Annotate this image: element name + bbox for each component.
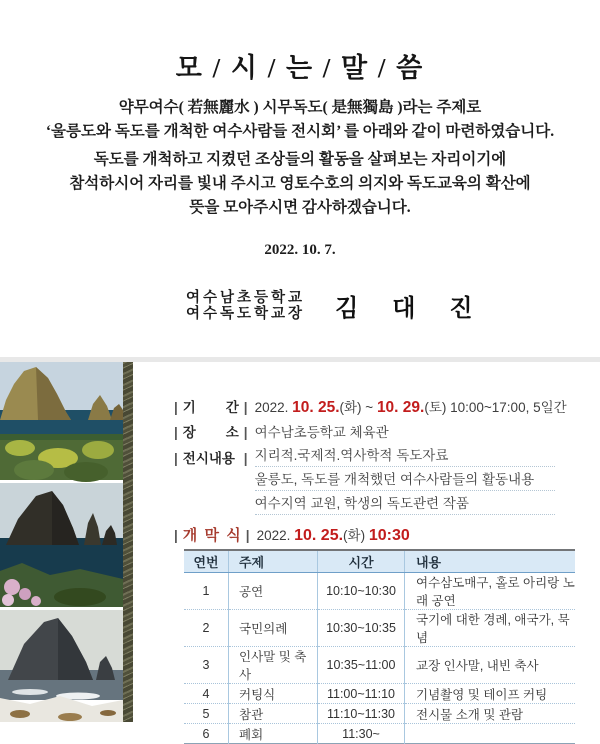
info-row-opening — [174, 524, 410, 545]
period-year: 2022. — [254, 400, 293, 415]
table-row — [184, 610, 575, 647]
label-bar: | — [243, 451, 248, 466]
opening-date: 10. 25. — [294, 527, 344, 544]
signature-org-line: 여수남초등학교 — [186, 289, 306, 306]
cell-number: 1 — [184, 573, 229, 610]
schedule-table — [184, 549, 575, 744]
place-value: 여수남초등학교 체육관 — [254, 425, 389, 440]
cell-desc: 교장 인사말, 내빈 축사 — [405, 647, 576, 684]
table-row — [184, 647, 575, 684]
event-date: 2022. 10. 7. — [264, 242, 336, 258]
opening-time: 10:30 — [368, 527, 410, 544]
cell-number: 4 — [184, 684, 229, 704]
cell-number: 3 — [184, 647, 229, 684]
body-paragraph — [0, 148, 600, 220]
intro-line: 약무여수( 若無麗水 ) 시무독도( 是無獨島 )라는 주제로 — [118, 99, 482, 116]
table-row — [184, 684, 575, 704]
info-row-place — [174, 421, 389, 441]
cell-time: 10:10~10:30 — [318, 573, 405, 610]
exhibit-line: 여수지역 교원, 학생의 독도관련 작품 — [255, 495, 555, 515]
cell-number: 2 — [184, 610, 229, 647]
dokdo-photo-2-art — [0, 483, 123, 607]
period-hours: (토) 10:00~17:00, 5일간 — [424, 400, 567, 415]
body-line: 참석하시어 자리를 빛내 주시고 영토수호의 의지와 독도교육의 확산에 — [69, 175, 531, 192]
info-row-exhibit — [174, 447, 555, 519]
label-bar: | — [174, 451, 178, 466]
opening-value — [257, 528, 410, 543]
intro-paragraph — [0, 96, 600, 144]
opening-label: 개 막 식 — [182, 527, 241, 544]
period-label: 기 간 — [182, 400, 239, 415]
cell-topic: 폐회 — [229, 724, 318, 744]
col-header-desc: 내용 — [405, 550, 576, 573]
cell-time: 10:30~10:35 — [318, 610, 405, 647]
cell-number: 6 — [202, 726, 210, 741]
col-header-number: 연번 — [184, 550, 229, 573]
cell-desc: 여수삼도매구, 홀로 아리랑 노래 공연 — [405, 573, 576, 610]
intro-line: ‘울릉도와 독도를 개척한 여수사람들 전시회’ 를 아래와 같이 마련하였습니다. — [45, 123, 555, 140]
exhibit-line: 지리적.국제적.역사학적 독도자료 — [255, 447, 555, 467]
cell-desc: 기념촬영 및 테이프 커팅 — [405, 684, 576, 704]
exhibit-lines — [255, 447, 555, 519]
label-bar: | — [243, 400, 248, 415]
dokdo-photo-1 — [0, 362, 123, 480]
cell-topic: 국민의례 — [229, 610, 318, 647]
cell-number: 5 — [184, 704, 229, 724]
body-line: 독도를 개척하고 지켰던 조상들의 활동을 살펴보는 자리이기에 — [93, 151, 507, 168]
cell-topic: 인사말 및 축사 — [229, 647, 318, 684]
exhibit-line: 울릉도, 독도를 개척했던 여수사람들의 활동내용 — [255, 471, 555, 491]
decorative-strip — [123, 362, 133, 722]
cell-topic: 커팅식 — [229, 684, 318, 704]
cell-desc: 전시물 소개 및 관람 — [405, 704, 576, 724]
label-bar: | — [243, 425, 248, 440]
cell-topic: 공연 — [229, 573, 318, 610]
table-row — [184, 724, 575, 744]
period-end-date: 10. 29. — [376, 399, 425, 416]
signature-name: 김 대 진 — [335, 296, 487, 322]
period-value — [255, 400, 567, 415]
info-row-period — [174, 396, 567, 417]
cell-topic: 참관 — [229, 704, 318, 724]
period-start-date: 10. 25. — [292, 399, 340, 416]
table-row — [184, 573, 575, 610]
period-separator: (화) ~ — [339, 400, 377, 415]
body-line: 뜻을 모아주시면 감사하겠습니다. — [189, 199, 411, 216]
label-bar: | — [174, 528, 178, 543]
signature-org — [186, 290, 305, 322]
dokdo-photo-3-art — [0, 610, 123, 722]
table-row — [184, 704, 575, 724]
cell-time: 10:35~11:00 — [318, 647, 405, 684]
cell-time: 11:00~11:10 — [318, 684, 405, 704]
cell-desc: 국기에 대한 경례, 애국가, 묵념 — [405, 610, 576, 647]
dokdo-photo-1-art — [0, 362, 123, 480]
label-bar: | — [174, 425, 178, 440]
signature-block — [186, 288, 487, 323]
place-label: 장 소 — [182, 425, 239, 440]
dokdo-photo-3 — [0, 610, 123, 722]
page-title: 모 / 시 / 는 / 말 / 씀 — [175, 53, 425, 83]
cell-time: 11:30~ — [318, 724, 405, 744]
schedule-header-row — [184, 550, 575, 573]
cell-desc — [405, 724, 576, 744]
dokdo-photo-2 — [0, 483, 123, 607]
opening-year: 2022. — [256, 528, 295, 543]
col-header-time: 시간 — [318, 550, 405, 573]
label-bar: | — [245, 528, 250, 543]
signature-org-line: 여수독도학교장 — [186, 305, 306, 322]
exhibit-label: 전시내용 — [182, 451, 235, 466]
col-header-topic: 주제 — [229, 550, 318, 573]
opening-day: (화) — [343, 528, 369, 543]
cell-time: 11:10~11:30 — [318, 704, 405, 724]
label-bar: | — [174, 400, 178, 415]
